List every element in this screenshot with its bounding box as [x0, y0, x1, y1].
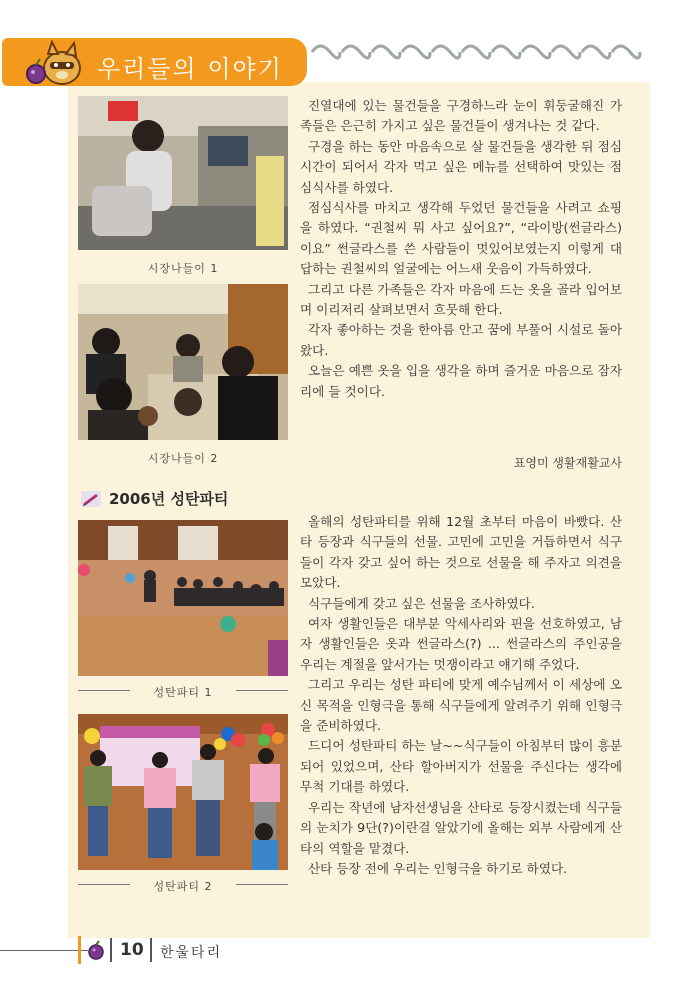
market-photo — [78, 96, 288, 250]
party-hall-photo-icon — [78, 520, 288, 676]
paragraph: 우리는 작년에 남자선생님을 산타로 등장시켰는데 식구들의 눈치가 9단(?)이란걸 알았기에 올해는 외부 사람에게 산타의 역할을 맡겼다. — [300, 799, 622, 856]
caption-rule — [236, 690, 288, 691]
photo-caption: 시장나들이 2 — [147, 452, 219, 465]
grape-icon — [86, 940, 106, 960]
paragraph: 진열대에 있는 물건들을 구경하느라 눈이 휘둥굴해진 가족들은 은근히 가지고 싶은 물건들이 생겨나는 것 같다. — [300, 98, 622, 134]
author-signature: 표영미 생활재활교사 — [513, 456, 622, 470]
market-photo-icon — [78, 96, 288, 250]
swirl-border-decoration — [308, 38, 648, 62]
page-title: 우리들의 이야기 — [97, 55, 283, 83]
paragraph: 각자 좋아하는 것을 한아름 안고 꿈에 부풀어 시설로 돌아왔다. — [300, 322, 622, 358]
caption-rule — [78, 690, 130, 691]
paragraph: 산타 등장 전에 우리는 인형극을 하기로 하였다. — [308, 860, 568, 876]
caption-rule — [236, 884, 288, 885]
footer-divider — [110, 938, 112, 962]
article-text-2 — [300, 512, 622, 879]
paragraph: 드디어 성탄파티 하는 날~~식구들이 아침부터 많이 흥분되어 있었으며, 산타 할아버지가 선물을 주신다는 생각에 무척 기대를 하였다. — [300, 738, 622, 795]
stage-play-photo-icon — [78, 714, 288, 870]
photo-caption: 성탄파티 1 — [153, 686, 213, 699]
footer-divider — [150, 938, 152, 962]
photo-caption: 시장나들이 1 — [147, 262, 219, 275]
photo-caption: 성탄파티 2 — [153, 880, 213, 893]
restaurant-photo — [78, 284, 288, 440]
publication-name: 한울타리 — [160, 945, 223, 961]
paragraph: 그리고 우리는 성탄 파티에 맞게 예수님께서 이 세상에 오신 목적을 인형극을 통해 식구들에게 알려주기 위해 인형극을 준비하였다. — [300, 677, 622, 734]
pencil-icon — [81, 491, 101, 507]
footer-accent-bar — [78, 936, 81, 964]
raccoon-mascot-icon — [22, 40, 90, 88]
section-title: 2006년 성탄파티 — [109, 490, 229, 508]
page-number: 10 — [120, 940, 144, 960]
paragraph: 구경을 하는 동안 마음속으로 살 물건들을 생각한 뒤 점심시간이 되어서 각자 먹고 싶은 메뉴를 선택하여 맛있는 점심식사를 하였다. — [300, 138, 622, 195]
caption-rule — [78, 884, 130, 885]
party-hall-photo — [78, 520, 288, 676]
paragraph: 점심식사를 마치고 생각해 두었던 물건들을 사려고 쇼핑을 하였다. “권철씨 뭐 사고 싶어요?”, “라이방(썬글라스)이요” 썬글라스를 쓴 사람들이 멋있어보였는지 이렇게 대답하는 권철씨의 얼굴에는 어느새 웃음이 가득하였다. — [300, 200, 622, 277]
restaurant-photo-icon — [78, 284, 288, 440]
paragraph: 오늘은 예쁜 옷을 입을 생각을 하며 즐거운 마음으로 잠자리에 들 것이다. — [300, 363, 622, 399]
article-text-1 — [300, 96, 622, 402]
stage-play-photo — [78, 714, 288, 870]
footer-rule — [0, 950, 88, 951]
paragraph: 여자 생활인들은 대부분 악세사리와 핀을 선호하였고, 남자 생활인들은 옷과 썬글라스(?) ... 썬글라스의 주인공을 우리는 계절을 앞서가는 멋쟁이라고 얘기해 주었다. — [300, 616, 622, 672]
paragraph: 올해의 성탄파티를 위해 12월 초부터 마음이 바빴다. 산타 등장과 식구들의 선물. 고민에 고민을 거듭하면서 식구들이 각자 갖고 싶어 하는 것으로 선물을 해 주자고 의견을 모았다. — [300, 514, 622, 591]
paragraph: 그리고 다른 가족들은 각자 마음에 드는 옷을 골라 입어보며 이리저리 살펴보면서 흐뭇해 한다. — [300, 281, 622, 318]
paragraph: 식구들에게 갖고 싶은 선물을 조사하였다. — [308, 595, 535, 611]
